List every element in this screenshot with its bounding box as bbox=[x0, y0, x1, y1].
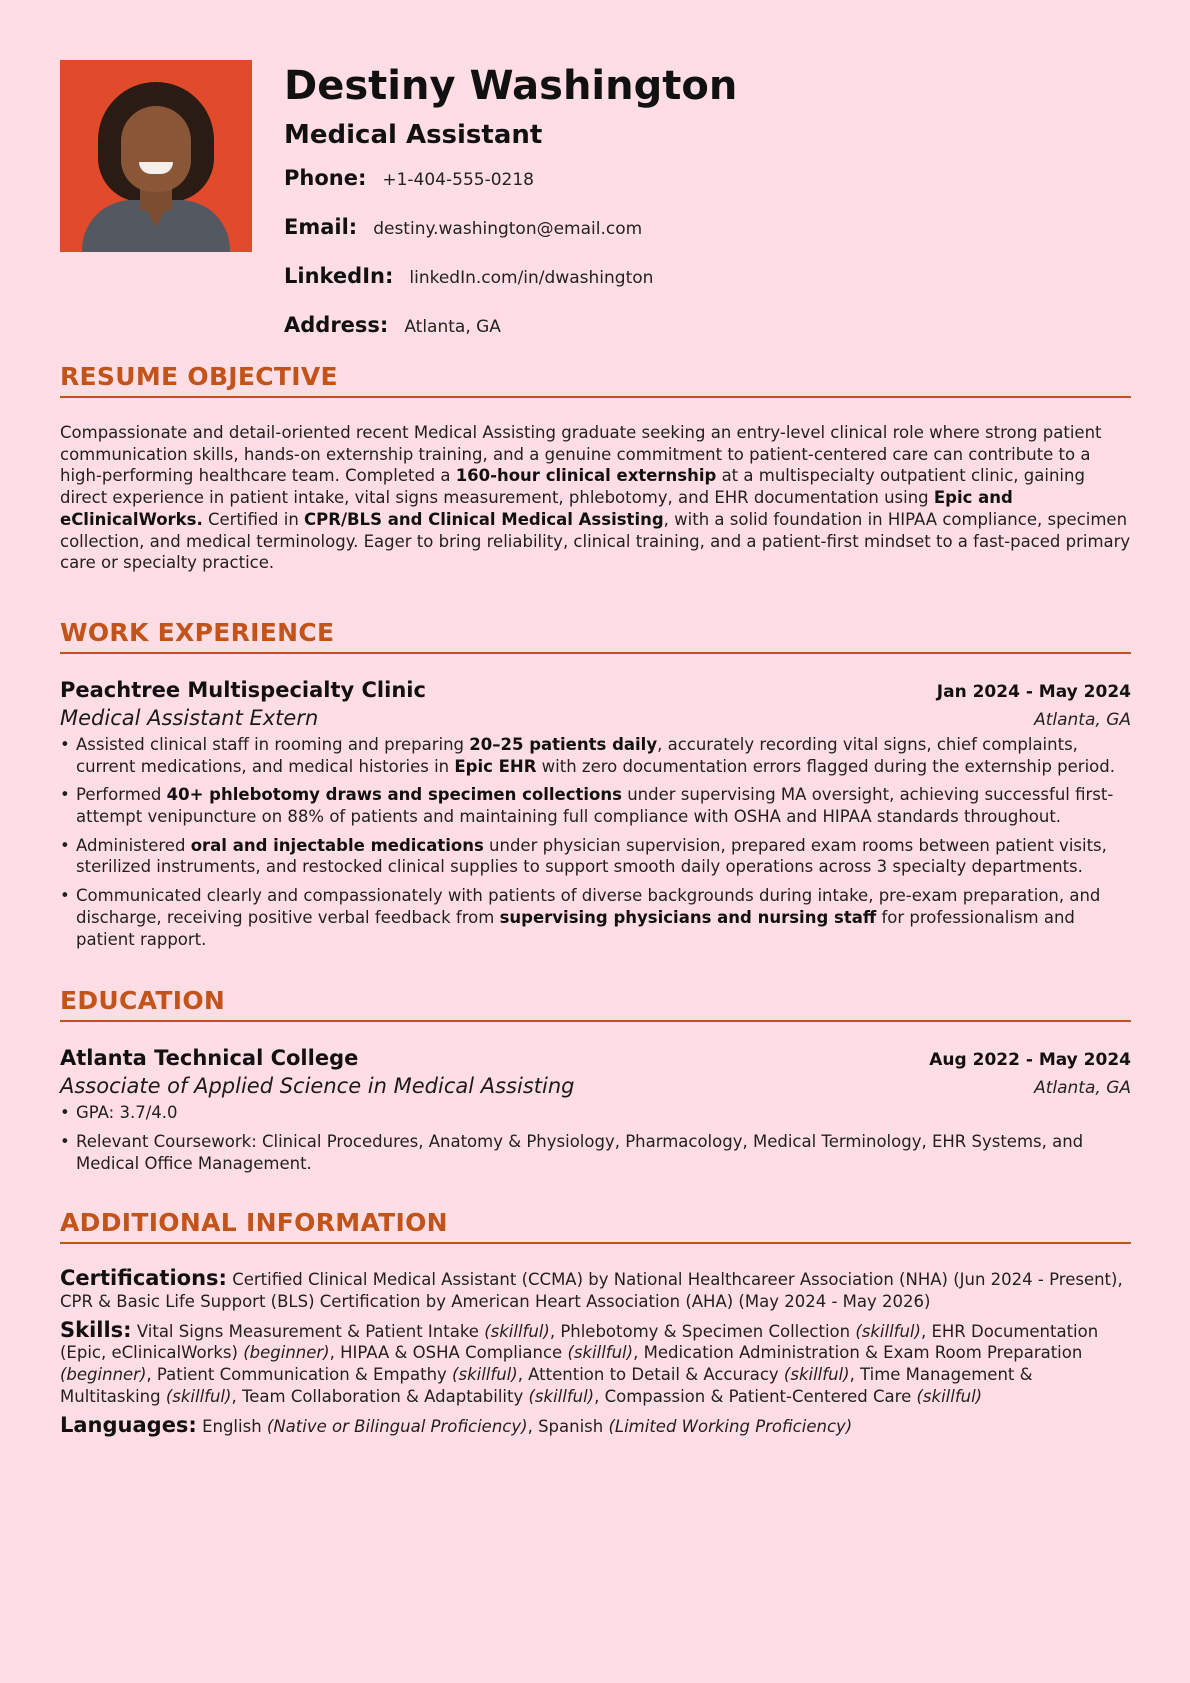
text-segment: for professionalism and patient rapport. bbox=[76, 907, 1075, 949]
text-segment: Communicated clearly and compassionately with patients of diverse backgrounds during intake, pre-exam preparation, and discharge, receiving positive verbal feedback from bbox=[76, 886, 1101, 927]
italic-text: (Limited Working Proficiency) bbox=[608, 1416, 853, 1436]
text-segment: , EHR Documentation (Epic, eClinicalWorks) bbox=[60, 1321, 1099, 1363]
section-title: EDUCATION bbox=[60, 986, 1131, 1022]
profile-photo bbox=[60, 60, 252, 252]
bold-text: oral and injectable medications bbox=[190, 835, 484, 855]
candidate-title: Medical Assistant bbox=[284, 120, 543, 150]
additional-section bbox=[60, 1208, 1131, 1437]
experience-bullet bbox=[60, 835, 1131, 878]
contact-list bbox=[284, 166, 737, 362]
bold-text: supervising physicians and nursing staff bbox=[499, 907, 877, 927]
text-segment: under physician supervision, prepared exam rooms between patient visits, sterilized instruments, and restocked clinical supplies to support smooth daily operations across 3 specialty departments. bbox=[76, 835, 1107, 877]
italic-text: (skillful) bbox=[484, 1321, 550, 1341]
bold-text: 160-hour clinical externship bbox=[455, 466, 717, 486]
text-segment: at a multispecialty outpatient clinic, gaining direct experience in patient intake, vital signs measurement, phlebotomy, and EHR documentation using bbox=[60, 466, 1085, 508]
contact-label: Address: bbox=[284, 313, 389, 337]
text-segment: , HIPAA & OSHA Compliance bbox=[329, 1343, 568, 1363]
text-segment: , accurately recording vital signs, chief complaints, current medications, and medical histories in bbox=[76, 734, 1078, 776]
additional-block bbox=[60, 1412, 1131, 1438]
experience-bullets bbox=[60, 734, 1131, 950]
section-title: ADDITIONAL INFORMATION bbox=[60, 1208, 1131, 1244]
italic-text: (skillful) bbox=[165, 1386, 232, 1406]
text-segment: , Team Collaboration & Adaptability bbox=[231, 1386, 529, 1406]
contact-label: Phone: bbox=[284, 166, 367, 190]
school-location: Atlanta, GA bbox=[1034, 1078, 1131, 1099]
experience-bullet bbox=[60, 885, 1131, 950]
contact-email bbox=[284, 215, 737, 264]
contact-address bbox=[284, 313, 737, 362]
section-title: RESUME OBJECTIVE bbox=[60, 362, 1131, 398]
section-title: WORK EXPERIENCE bbox=[60, 618, 1131, 654]
job-role: Medical Assistant Extern bbox=[60, 705, 319, 730]
text-segment: Vital Signs Measurement & Patient Intake bbox=[131, 1321, 485, 1341]
italic-text: (Native or Bilingual Proficiency) bbox=[266, 1416, 528, 1436]
additional-label: Skills: bbox=[60, 1317, 132, 1342]
entry-header bbox=[60, 1046, 1131, 1070]
text-segment: under supervising MA oversight, achieving successful first-attempt venipuncture on 88% of patients and maintaining full compliance with OSHA and HIPAA standards throughout. bbox=[76, 785, 1114, 827]
degree-name: Associate of Applied Science in Medical Assisting bbox=[60, 1074, 575, 1099]
text-segment: Certified Clinical Medical Assistant (CCMA) by National Healthcareer Association (NHA) (Jun 2024 - Present), CPR & Basic Life Support (BLS) Certification by American Heart Association (AHA) (May 2024 - May 2026) bbox=[60, 1270, 1123, 1312]
entry-subheader bbox=[60, 1074, 1131, 1098]
additional-block bbox=[60, 1268, 1131, 1312]
entry-subheader bbox=[60, 706, 1131, 730]
text-segment: Certified in bbox=[202, 509, 305, 529]
additional-label: Certifications: bbox=[60, 1266, 227, 1291]
bold-text: Epic EHR bbox=[454, 756, 537, 776]
text-segment: , Medication Administration & Exam Room Preparation bbox=[633, 1343, 1083, 1363]
text-segment: , with a solid foundation in HIPAA compliance, specimen collection, and medical terminology. Eager to bring reliability, clinical training, and a patient-first mindset to a fast-paced primary care or specialty practice. bbox=[60, 509, 1131, 573]
linkedin-value: linkedIn.com/in/dwashington bbox=[409, 268, 654, 288]
text-segment: Performed bbox=[76, 785, 167, 805]
text-segment: Assisted clinical staff in rooming and preparing bbox=[76, 734, 470, 754]
italic-text: (skillful) bbox=[528, 1386, 595, 1406]
text-segment: with zero documentation errors flagged during the externship period. bbox=[536, 756, 1115, 776]
objective-section bbox=[60, 362, 1131, 574]
education-dates: Aug 2022 - May 2024 bbox=[929, 1050, 1131, 1071]
bold-text: Epic and eClinicalWorks. bbox=[60, 488, 1013, 529]
text-segment: English bbox=[196, 1416, 267, 1436]
resume-header bbox=[60, 60, 1131, 350]
text-segment: , Spanish bbox=[527, 1416, 609, 1436]
italic-text: (skillful) bbox=[916, 1386, 983, 1406]
text-segment: , Phlebotomy & Specimen Collection bbox=[549, 1321, 856, 1341]
italic-text: (skillful) bbox=[855, 1321, 921, 1341]
email-value: destiny.washington@email.com bbox=[373, 219, 643, 239]
text-segment: , Compassion & Patient-Centered Care bbox=[594, 1386, 917, 1406]
resume-page bbox=[60, 60, 1131, 1444]
contact-label: LinkedIn: bbox=[284, 264, 394, 288]
italic-text: (beginner) bbox=[60, 1365, 147, 1385]
italic-text: (skillful) bbox=[567, 1343, 634, 1363]
contact-linkedin bbox=[284, 264, 737, 313]
contact-label: Email: bbox=[284, 215, 358, 239]
address-value: Atlanta, GA bbox=[404, 317, 501, 337]
education-section bbox=[60, 986, 1131, 1174]
employer-name: Peachtree Multispecialty Clinic bbox=[60, 677, 426, 702]
italic-text: (beginner) bbox=[243, 1343, 330, 1363]
education-bullet: • Relevant Coursework: Clinical Procedures, Anatomy & Physiology, Pharmacology, Medical Terminology, EHR Systems, and Medical Office Management. bbox=[60, 1131, 1131, 1174]
objective-text bbox=[60, 422, 1131, 574]
education-bullet: • GPA: 3.7/4.0 bbox=[60, 1102, 1131, 1124]
bold-text: 20–25 patients daily bbox=[469, 734, 658, 754]
text-segment: , Time Management & Multitasking bbox=[60, 1365, 1033, 1406]
contact-phone bbox=[284, 166, 737, 215]
employment-dates: Jan 2024 - May 2024 bbox=[936, 681, 1131, 702]
text-segment: Compassionate and detail-oriented recent Medical Assisting graduate seeking an entry-level clinical role where strong patient communication skills, hands-on externship training, and a genuine commitment to patient-centered care can contribute to a high-performing healthcare team. Completed a bbox=[60, 423, 1102, 486]
additional-block bbox=[60, 1317, 1131, 1408]
candidate-name: Destiny Washington bbox=[284, 63, 738, 109]
italic-text: (skillful) bbox=[452, 1365, 518, 1385]
school-name: Atlanta Technical College bbox=[60, 1046, 359, 1071]
bold-text: 40+ phlebotomy draws and specimen collections bbox=[166, 785, 622, 805]
experience-bullet bbox=[60, 784, 1131, 827]
bold-text: CPR/BLS and Clinical Medical Assisting bbox=[304, 509, 664, 529]
additional-label: Languages: bbox=[60, 1412, 197, 1437]
experience-section bbox=[60, 618, 1131, 950]
header-info bbox=[284, 60, 737, 350]
experience-bullet bbox=[60, 734, 1131, 777]
text-segment: , Attention to Detail & Accuracy bbox=[517, 1365, 784, 1385]
entry-header bbox=[60, 678, 1131, 702]
text-segment: , Patient Communication & Empathy bbox=[146, 1365, 453, 1385]
job-location: Atlanta, GA bbox=[1034, 709, 1131, 730]
phone-value: +1-404-555-0218 bbox=[382, 170, 534, 190]
additional-blocks bbox=[60, 1268, 1131, 1437]
italic-text: (skillful) bbox=[783, 1365, 850, 1385]
education-bullets bbox=[60, 1102, 1131, 1174]
text-segment: Administered bbox=[76, 835, 191, 855]
